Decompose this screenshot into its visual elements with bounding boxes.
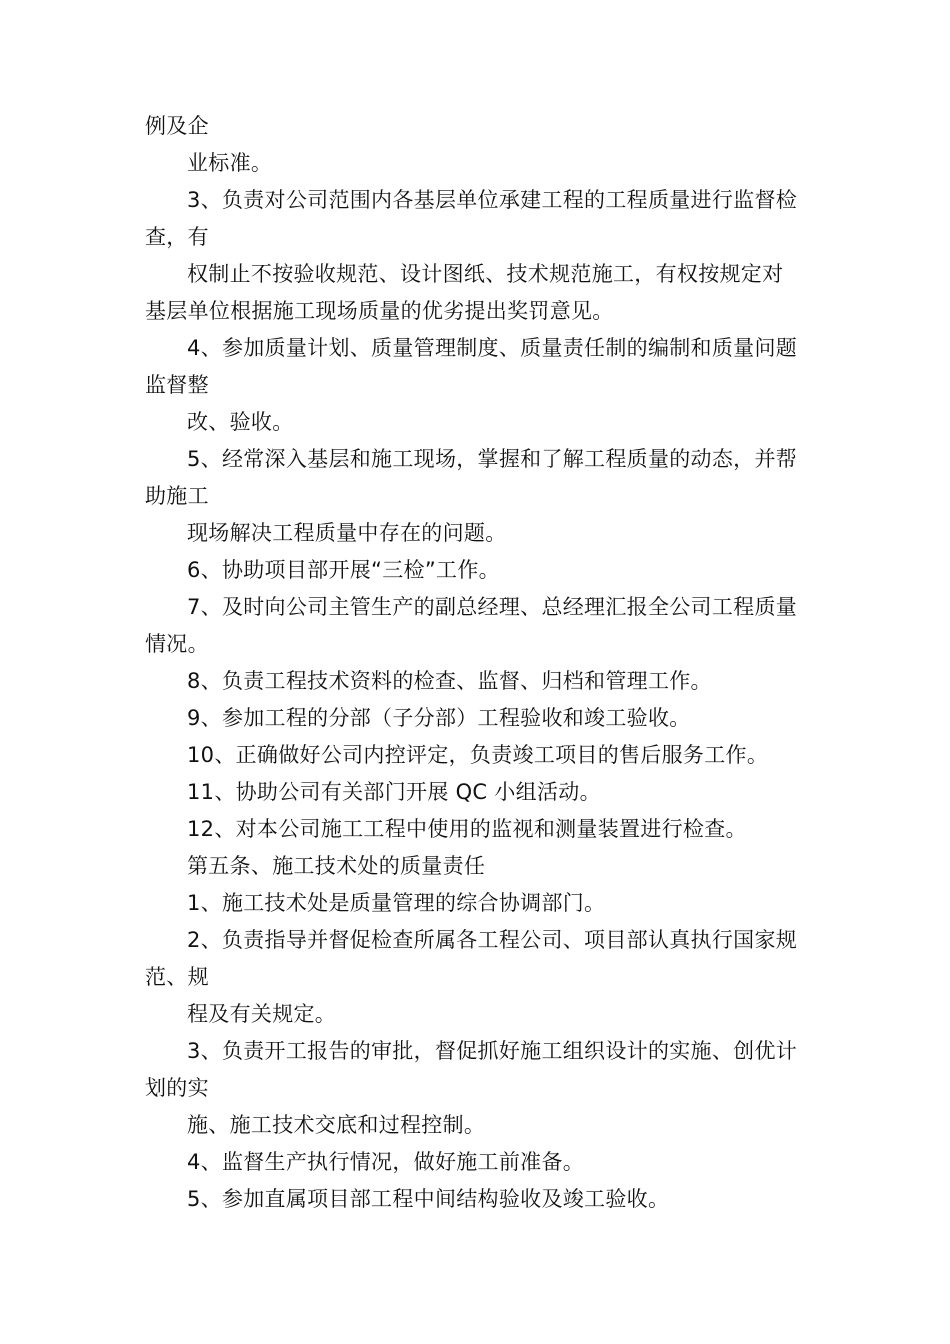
text-line: 助施工 bbox=[145, 484, 209, 508]
text-line: 8、负责工程技术资料的检查、监督、归档和管理工作。 bbox=[187, 669, 712, 693]
text-line: 6、协助项目部开展“三检”工作。 bbox=[187, 558, 500, 582]
text-line: 7、及时向公司主管生产的副总经理、总经理汇报全公司工程质量 bbox=[187, 595, 798, 619]
section-heading: 第五条、施工技术处的质量责任 bbox=[187, 854, 486, 878]
text-line: 施、施工技术交底和过程控制。 bbox=[187, 1113, 486, 1137]
text-line: 查，有 bbox=[145, 225, 209, 249]
text-line: 3、负责开工报告的审批，督促抓好施工组织设计的实施、创优计 bbox=[187, 1039, 798, 1063]
text-line: 业标准。 bbox=[187, 151, 273, 175]
text-line: 基层单位根据施工现场质量的优劣提出奖罚意见。 bbox=[145, 299, 614, 323]
text-line: 权制止不按验收规范、设计图纸、技术规范施工，有权按规定对 bbox=[187, 262, 784, 286]
text-line: 监督整 bbox=[145, 373, 209, 397]
text-line: 4、参加质量计划、质量管理制度、质量责任制的编制和质量问题 bbox=[187, 336, 798, 360]
text-line: 划的实 bbox=[145, 1076, 209, 1100]
text-line: 12、对本公司施工工程中使用的监视和测量装置进行检查。 bbox=[187, 817, 747, 841]
text-line: 9、参加工程的分部（子分部）工程验收和竣工验收。 bbox=[187, 706, 691, 730]
text-line: 程及有关规定。 bbox=[187, 1002, 337, 1026]
text-line: 4、监督生产执行情况，做好施工前准备。 bbox=[187, 1150, 585, 1174]
text-line: 5、经常深入基层和施工现场，掌握和了解工程质量的动态，并帮 bbox=[187, 447, 798, 471]
text-line: 2、负责指导并督促检查所属各工程公司、项目部认真执行国家规 bbox=[187, 928, 798, 952]
text-line: 情况。 bbox=[145, 632, 209, 656]
text-line: 范、规 bbox=[145, 965, 209, 989]
text-line: 改、验收。 bbox=[187, 410, 294, 434]
text-line: 10、正确做好公司内控评定，负责竣工项目的售后服务工作。 bbox=[187, 743, 769, 767]
text-line: 11、协助公司有关部门开展 QC 小组活动。 bbox=[187, 780, 601, 804]
text-line: 例及企 bbox=[145, 114, 209, 138]
text-line: 1、施工技术处是质量管理的综合协调部门。 bbox=[187, 891, 606, 915]
text-line: 现场解决工程质量中存在的问题。 bbox=[187, 521, 507, 545]
text-line: 5、参加直属项目部工程中间结构验收及竣工验收。 bbox=[187, 1187, 670, 1211]
text-line: 3、负责对公司范围内各基层单位承建工程的工程质量进行监督检 bbox=[187, 188, 798, 212]
